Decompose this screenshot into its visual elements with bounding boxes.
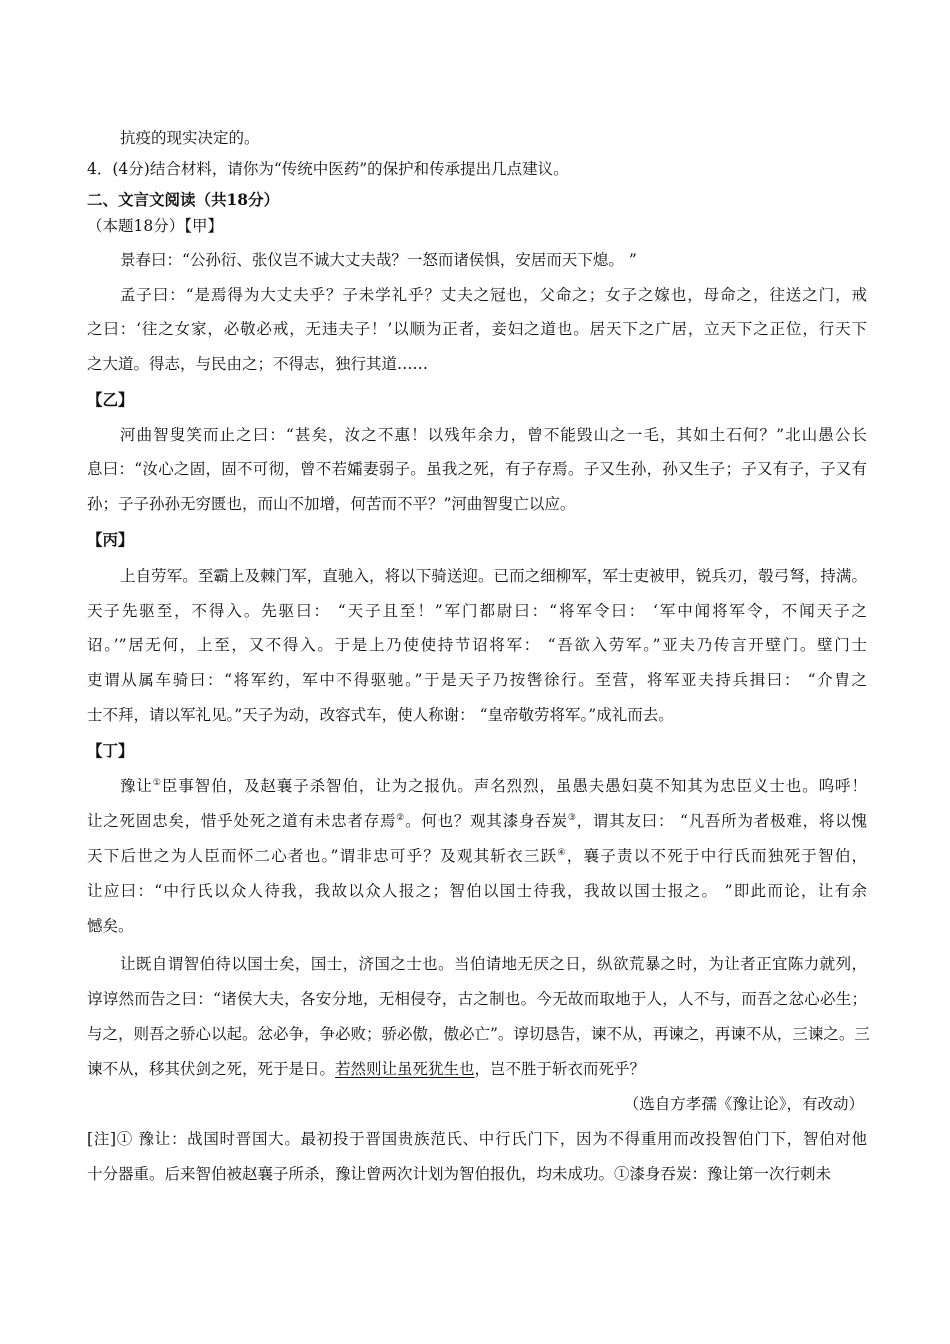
- source-citation: （选自方孝孺《豫让论》，有改动）: [623, 1095, 864, 1113]
- passage-label-yi: 【乙】: [87, 390, 134, 409]
- passage-yi-line: 息曰：“汝心之固，固不可彻，曾不若孀妻弱子。虽我之死，有子存焉。子又生孙，孙又生子；子又有子，子又有: [87, 460, 867, 478]
- passage-bing-line: 吏谓从属车骑曰：“将军约，军中不得驱驰。”于是天子乃按辔徐行。至营，将军亚夫持兵揖曰： “介胄之: [87, 671, 867, 689]
- text-span: ，襄子责以不死于中行氏而独死于智伯，: [566, 847, 867, 865]
- text-span: 豫让: [120, 777, 153, 795]
- section-heading-classical-chinese: 二、文言文阅读（共18分）: [87, 190, 280, 209]
- passage-jia-line: 景春曰：“公孙衍、张仪岂不诚大丈夫哉？一怒而诸侯惧，安居而天下熄。 ”: [120, 251, 637, 269]
- underlined-sentence: 若然则让虽死犹生也: [335, 1060, 475, 1078]
- passage-ding-line: [120, 775, 867, 797]
- footnote-marker-3: ③: [567, 812, 577, 823]
- passage-yi-line: 河曲智叟笑而止之曰：“甚矣，汝之不惠！以残年余力，曾不能毁山之一毛，其如土石何？”北山愚公长: [120, 426, 867, 444]
- passage-bing-line: 诏。’”居无何，上至，又不得入。于是上乃使使持节诏将军： “吾欲入劳军。”亚夫乃传言开壁门。壁门士: [87, 636, 867, 654]
- text-span: 臣事智伯，及赵襄子杀智伯，让为之报仇。声名烈烈，虽愚夫愚妇莫不知其为忠臣义士也。呜呼！: [161, 777, 867, 795]
- text-span: 让之死固忠矣，惜乎处死之道有未忠者存焉: [87, 812, 397, 830]
- passage-jia-line: 之大道。得志，与民由之；不得志，独行其道……: [87, 355, 429, 373]
- passage-ding-line: [87, 810, 867, 832]
- annotation-line: 十分器重。后来智伯被赵襄子所杀，豫让曾两次计划为智伯报仇，均未成功。①漆身吞炭：豫让第一次行刺未: [87, 1165, 832, 1183]
- passage-label-ding: 【丁】: [87, 741, 134, 760]
- text-span: ，谓其友曰： “凡吾所为者极难，将以愧: [576, 812, 867, 830]
- text-span: 。何也？观其漆身吞炭: [405, 812, 568, 830]
- passage-jia-line: 之曰：‘往之女家，必敬必戒，无违夫子！’以顺为正者，妾妇之道也。居天下之广居，立天下之正位，行天下: [87, 320, 867, 338]
- footnote-marker-2: ②: [396, 812, 406, 823]
- passage-ding-line: 谆谆然而告之曰：“诸侯大夫，各安分地，无相侵夺，古之制也。今无故而取地于人，人不与，而吾之忿心必生；: [87, 990, 867, 1008]
- passage-ding-line: 让应曰：“中行氏以众人待我，我故以众人报之；智伯以国士待我，我故以国士报之。 ”即此而论，让有余: [87, 882, 867, 900]
- text-line-continuation: 抗疫的现实决定的。: [120, 129, 260, 147]
- passage-ding-line: [87, 845, 867, 867]
- text-span: ，岂不胜于斩衣而死乎？: [474, 1060, 646, 1078]
- passage-bing-line: 上自劳军。至霸上及棘门军，直驰入，将以下骑送迎。已而之细柳军，军士吏被甲，锐兵刃，彀弓弩，持满。: [120, 567, 867, 585]
- passage-bing-line: 天子先驱至，不得入。先驱曰： “天子且至！”军门都尉曰：“将军令曰： ‘军中闻将军令，不闻天子之: [87, 602, 867, 620]
- question-4: 4．(4分)结合材料，请你为“传统中医药”的保护和传承提出几点建议。: [87, 160, 569, 178]
- text-span: 谏不从，移其伏剑之死，死于是日。: [87, 1060, 336, 1078]
- passage-label-bing: 【丙】: [87, 530, 134, 549]
- annotation-line: [注]① 豫让：战国时晋国大。最初投于晋国贵族范氏、中行氏门下，因为不得重用而改投智伯门下，智伯对他: [87, 1130, 867, 1148]
- passage-ding-line: [87, 1058, 645, 1080]
- footnote-marker-4: ④: [557, 847, 567, 858]
- passage-ding-line: 与之，则吾之骄心以起。忿必争，争必败；骄必傲，傲必亡”。谆切恳告，谏不从，再谏之，再谏不从，三谏之。三: [87, 1025, 870, 1043]
- text-span: 天下后世之为人臣而怀二心者也。”谓非忠可乎？及观其斩衣三跃: [87, 847, 558, 865]
- footnote-marker-1: ①: [152, 777, 162, 788]
- passage-ding-line: 憾矣。: [87, 917, 134, 935]
- passage-bing-line: 士不拜，请以军礼见。”天子为动，改容式车，使人称谢： “皇帝敬劳将军。”成礼而去。: [87, 706, 674, 724]
- passage-ding-line: 让既自谓智伯待以国士矣，国士，济国之士也。当伯请地无厌之日，纵欲荒暴之时，为让者正宜陈力就列，: [120, 955, 867, 973]
- passage-jia-line: 孟子曰：“是焉得为大丈夫乎？子未学礼乎？丈夫之冠也，父命之；女子之嫁也，母命之，往送之门，戒: [120, 286, 867, 304]
- passage-label-jia: （本题18分）【甲】: [87, 217, 223, 235]
- passage-yi-line: 孙；子子孙孙无穷匮也，而山不加增，何苦而不平？”河曲智叟亡以应。: [87, 495, 576, 513]
